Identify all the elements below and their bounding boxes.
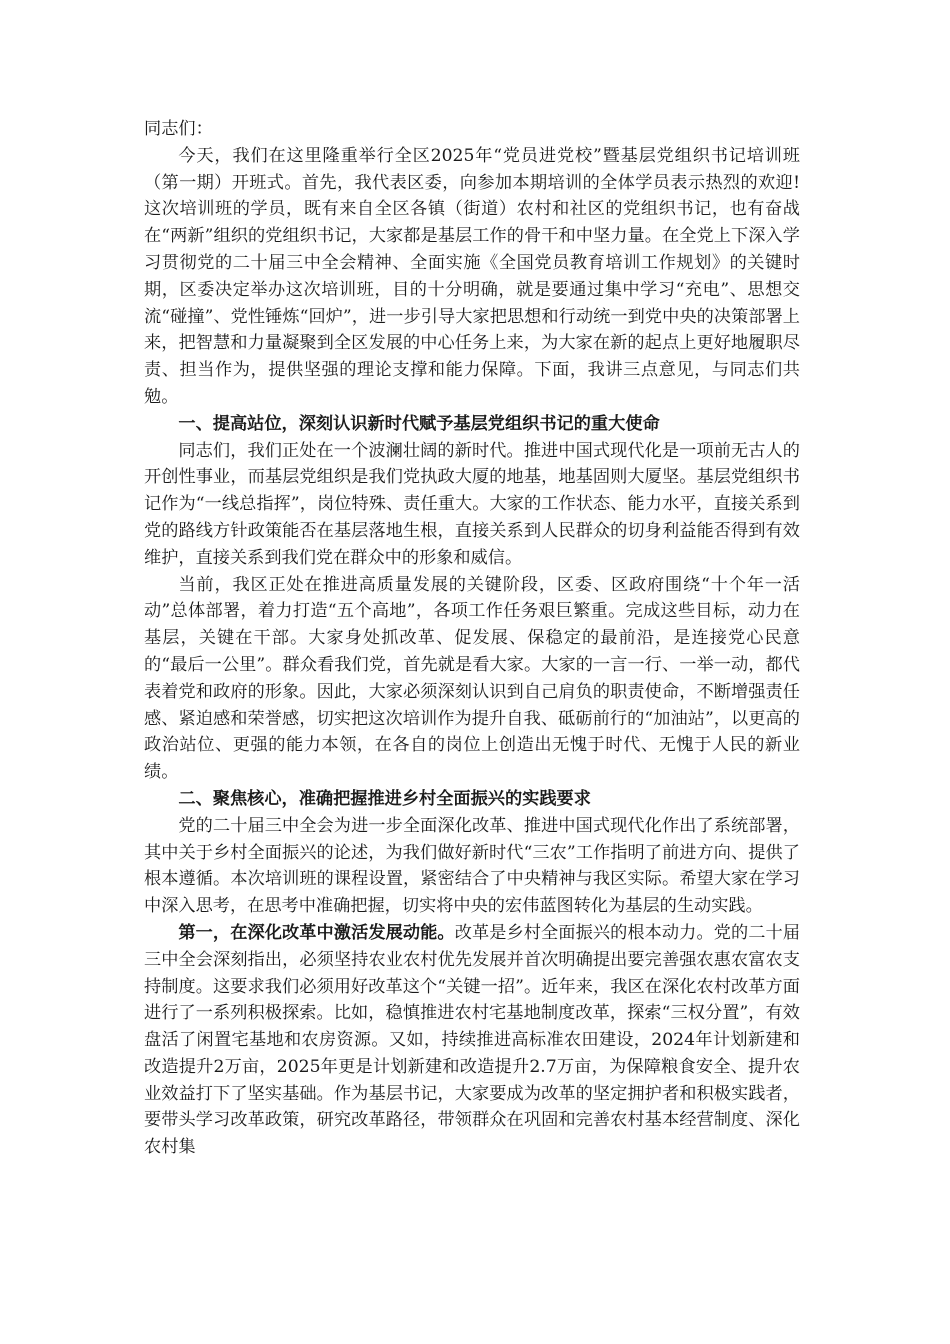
section-2-paragraph-1: 党的二十届三中全会为进一步全面深化改革、推进中国式现代化作出了系统部署，其中关于乡村全面振兴的论述，为我们做好新时代“三农”工作指明了前进方向、提供了根本遵循。本次培训班的课程设置，紧密结合了中央精神与我区实际。希望大家在学习中深入思考，在思考中准确把握，切实将中央的宏伟蓝图转化为基层的生动实践。 [144,815,800,917]
opening-paragraph: 今天，我们在这里隆重举行全区2025年“党员进党校”暨基层党组织书记培训班（第一期）开班式。首先，我代表区委，向参加本期培训的全体学员表示热烈的欢迎!这次培训班的学员，既有来自全区各镇（街道）农村和社区的党组织书记，也有奋战在“两新”组织的党组织书记，大家都是基层工作的骨干和中坚力量。在全党上下深入学习贯彻党的二十届三中全会精神、全面实施《全国党员教育培训工作规划》的关键时期，区委决定举办这次培训班，目的十分明确，就是要通过集中学习“充电”、思想交流“碰撞”、党性锤炼“回炉”，进一步引导大家把思想和行动统一到党中央的决策部署上来，把智慧和力量凝聚到全区发展的中心任务上来，为大家在新的起点上更好地履职尽责、担当作为，提供坚强的理论支撑和能力保障。下面，我讲三点意见，与同志们共勉。 [144,145,800,407]
document-body [144,116,800,1161]
paragraph-lead-sentence: 第一，在深化改革中激活发展动能。 [178,922,455,943]
paragraph-body-text: 改革是乡村全面振兴的根本动力。党的二十届三中全会深刻指出，必须坚持农业农村优先发展并首次明确提出要完善强农惠农富农支持制度。这要求我们必须用好改革这个“关键一招”。近年来，我区在深化农村改革方面进行了一系列积极探索。比如，稳慎推进农村宅基地制度改革，探索“三权分置”，有效盘活了闲置宅基地和农房资源。又如，持续推进高标准农田建设，2024年计划新建和改造提升2万亩，2025年更是计划新建和改造提升2.7万亩，为保障粮食安全、提升农业效益打下了坚实基础。作为基层书记，大家要成为改革的坚定拥护者和积极实践者，要带头学习改革政策，研究改革路径，带领群众在巩固和完善农村基本经营制度、深化农村集 [144,922,800,1158]
section-heading-1: 一、提高站位，深刻认识新时代赋予基层党组织书记的重大使命 [178,413,660,434]
section-1-paragraph-1: 同志们，我们正处在一个波澜壮阔的新时代。推进中国式现代化是一项前无古人的开创性事业，而基层党组织是我们党执政大厦的地基，地基固则大厦坚。基层党组织书记作为“一线总指挥”，岗位特殊、责任重大。大家的工作状态、能力水平，直接关系到党的路线方针政策能否在基层落地生根，直接关系到人民群众的切身利益能否得到有效维护，直接关系到我们党在群众中的形象和威信。 [144,440,800,568]
section-heading-2: 二、聚焦核心，准确把握推进乡村全面振兴的实践要求 [178,788,591,809]
salutation: 同志们： [144,119,213,139]
section-2-paragraph-2 [144,920,800,1161]
section-1-paragraph-2: 当前，我区正处在推进高质量发展的关键阶段，区委、区政府围绕“十个年一活动”总体部署，着力打造“五个高地”，各项工作任务艰巨繁重。完成这些目标，动力在基层，关键在干部。大家身处抓改革、促发展、保稳定的最前沿，是连接党心民意的“最后一公里”。群众看我们党，首先就是看大家。大家的一言一行、一举一动，都代表着党和政府的形象。因此，大家必须深刻认识到自己肩负的职责使命，不断增强责任感、紧迫感和荣誉感，切实把这次培训作为提升自我、砥砺前行的“加油站”，以更高的政治站位、更强的能力本领，在各自的岗位上创造出无愧于时代、无愧于人民的新业绩。 [144,574,800,783]
